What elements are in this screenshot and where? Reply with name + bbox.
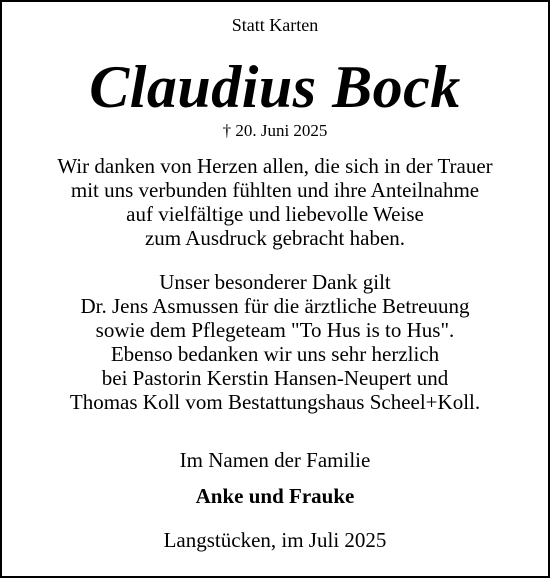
header-text: Statt Karten: [231, 15, 319, 35]
deceased-name: Claudius Bock: [89, 54, 461, 120]
signatories: Anke und Frauke: [195, 484, 355, 508]
special-thanks-line-5: bei Pastorin Kerstin Hansen-Neupert und: [101, 366, 449, 390]
place-date: Langstücken, im Juli 2025: [163, 528, 387, 552]
thanks-line-4: zum Ausdruck gebracht haben.: [144, 226, 406, 250]
family-label: Im Namen der Familie: [179, 448, 371, 472]
special-thanks-line-6: Thomas Koll vom Bestattungshaus Scheel+Koll.: [69, 390, 481, 414]
thanks-line-2: mit uns verbunden fühlten und ihre Anteilnahme: [70, 178, 480, 202]
thanks-line-1: Wir danken von Herzen allen, die sich in der Trauer: [57, 154, 493, 178]
thanks-line-3: auf vielfältige und liebevolle Weise: [126, 202, 424, 226]
special-thanks-line-3: sowie dem Pflegeteam "To Hus is to Hus".: [95, 318, 455, 342]
death-date: † 20. Juni 2025: [222, 121, 328, 140]
special-thanks-line-2: Dr. Jens Asmussen für die ärztliche Betreuung: [80, 294, 470, 318]
special-thanks-line-1: Unser besonderer Dank gilt: [159, 270, 391, 294]
special-thanks-line-4: Ebenso bedanken wir uns sehr herzlich: [110, 342, 440, 366]
